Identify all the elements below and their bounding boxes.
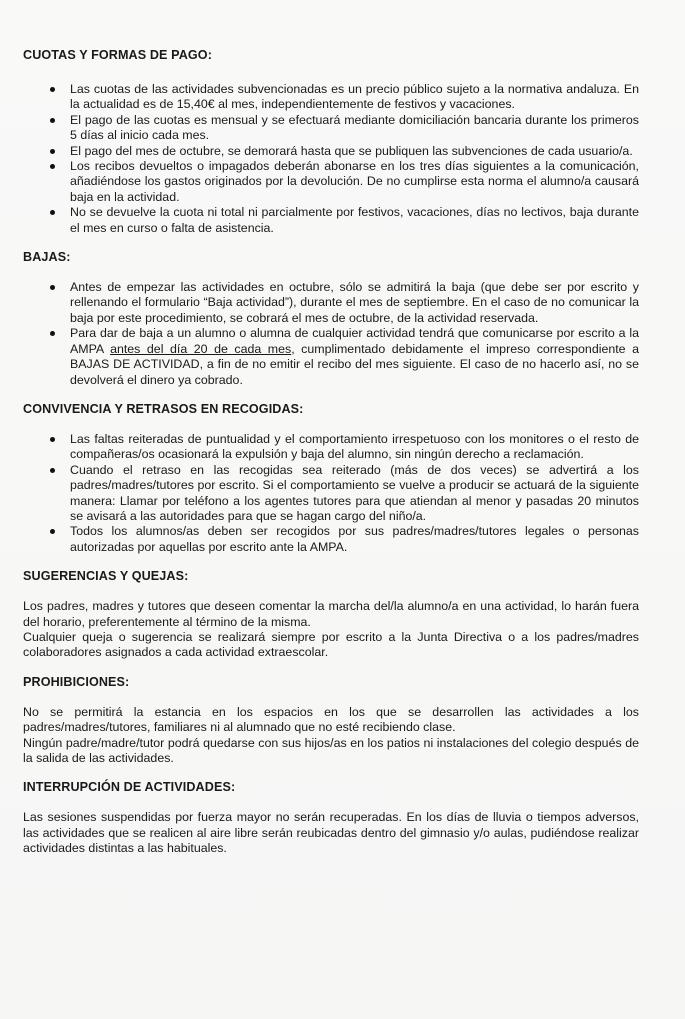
list-item: Los recibos devueltos o impagados deberán abonarse en los tres días siguientes a la comunicación, añadiéndose los gastos originados por la devolución. De no cumplirse esta norma el alumno/a causará baja en la actividad.	[23, 159, 639, 205]
list-item: Las cuotas de las actividades subvencionadas es un precio público sujeto a la normativa andaluza. En la actualidad es de 15,40€ al mes, independientemente de festivos y vacaciones.	[23, 82, 639, 113]
list-item: Cuando el retraso en las recogidas sea reiterado (más de dos veces) se advertirá a los padres/madres/tutores por escrito. Si el comportamiento se vuelve a producir se actuará de la siguiente manera: Llamar por teléfono a los agentes tutores para que atiendan al menor y pasadas 20 minutos se avisará a las autoridades para que se hagan cargo del niño/a.	[23, 463, 639, 525]
section-title-sugerencias: SUGERENCIAS Y QUEJAS:	[23, 569, 189, 584]
section-title-bajas: BAJAS:	[23, 250, 71, 265]
list-item: Antes de empezar las actividades en octubre, sólo se admitirá la baja (que debe ser por escrito y rellenando el formulario “Baja actividad”), durante el mes de septiembre. En el caso de no comunicar la baja por este procedimiento, se cobrará el mes de octubre, de la actividad reservada.	[23, 280, 639, 326]
deadline-underlined: antes del día 20 de cada mes	[110, 341, 292, 356]
bajas-item2-end: , cumplimentado debidamente el impreso correspondiente a BAJAS DE ACTIVIDAD, a fin de no emitir el recibo del mes siguiente. El caso de no hacerlo así, no se devolverá el dinero ya cobrado.	[70, 341, 640, 387]
convivencia-list	[23, 432, 639, 555]
list-item	[23, 326, 639, 388]
bajas-item2-start: Para dar de baja a un alumno o alumna de cualquier actividad tendrá que comunicarse por escrito a la AMPA	[70, 326, 639, 356]
prohibiciones-body	[23, 705, 639, 767]
list-item: Las faltas reiteradas de puntualidad y el comportamiento irrespetuoso con los monitores o el resto de compañeras/os ocasionará la expulsión y baja del alumno, sin ningún derecho a reclamación.	[23, 432, 639, 463]
section-title-interrupcion: INTERRUPCIÓN DE ACTIVIDADES:	[23, 780, 236, 795]
paragraph: Cualquier queja o sugerencia se realizará siempre por escrito a la Junta Directiva o a los padres/madres colaboradores asignados a cada actividad extraescolar.	[23, 629, 639, 660]
paragraph: Las sesiones suspendidas por fuerza mayor no serán recuperadas. En los días de lluvia o tiempos adversos, las actividades que se realicen al aire libre serán reubicadas dentro del gimnasio y/o aulas, pudiéndose realizar actividades distintas a las habituales.	[23, 810, 639, 856]
bajas-list	[23, 280, 639, 388]
paragraph: No se permitirá la estancia en los espacios en los que se desarrollen las actividades a los padres/madres/tutores, familiares ni al alumnado que no esté recibiendo clase.	[23, 704, 639, 735]
document-content	[23, 48, 639, 857]
list-item: El pago de las cuotas es mensual y se efectuará mediante domiciliación bancaria durante los primeros 5 días al inicio cada mes.	[23, 113, 639, 144]
paragraph: Ningún padre/madre/tutor podrá quedarse con sus hijos/as en los patios ni instalaciones del colegio después de la salida de las actividades.	[23, 735, 639, 765]
list-item: Todos los alumnos/as deben ser recogidos por sus padres/madres/tutores legales o personas autorizadas por aquellas por escrito ante la AMPA.	[23, 524, 639, 555]
section-title-convivencia: CONVIVENCIA Y RETRASOS EN RECOGIDAS:	[23, 401, 304, 416]
section-title-cuotas: CUOTAS Y FORMAS DE PAGO:	[23, 48, 212, 62]
cuotas-list	[23, 82, 639, 236]
interrupcion-body	[23, 810, 639, 856]
paragraph: Los padres, madres y tutores que deseen comentar la marcha del/la alumno/a en una actividad, lo harán fuera del horario, preferentemente al término de la misma.	[23, 599, 639, 629]
list-item: El pago del mes de octubre, se demorará hasta que se publiquen las subvenciones de cada usuario/a.	[23, 144, 639, 159]
section-title-prohibiciones: PROHIBICIONES:	[23, 674, 130, 689]
sugerencias-body	[23, 599, 639, 661]
list-item: No se devuelve la cuota ni total ni parcialmente por festivos, vacaciones, días no lectivos, baja durante el mes en curso o falta de asistencia.	[23, 205, 639, 236]
